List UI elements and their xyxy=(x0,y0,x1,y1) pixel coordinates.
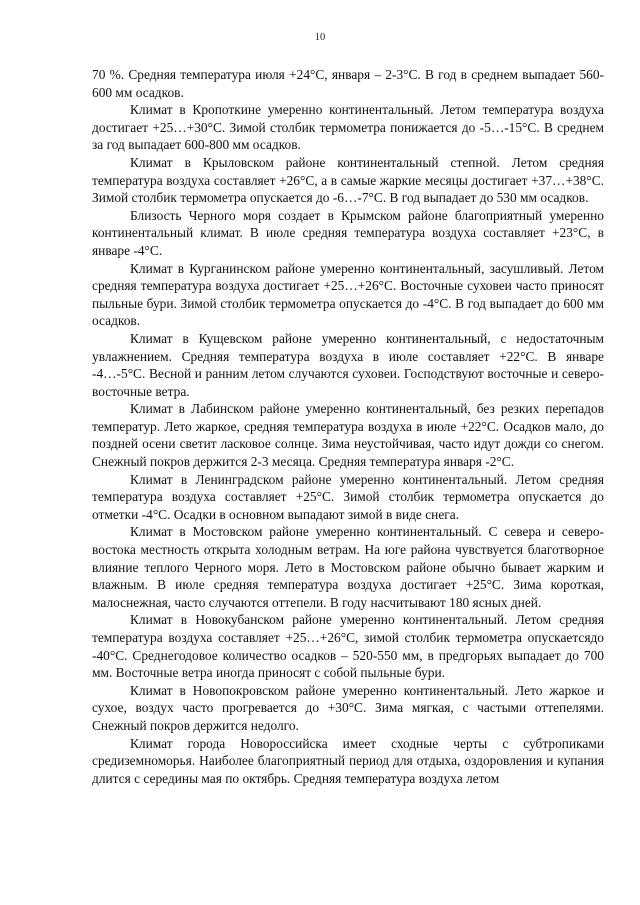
paragraph: Климат в Крыловском районе континентальный степной. Летом средняя температура воздуха составляет +26°С, а в самые жаркие месяцы достигает +37…+38°С. Зимой столбик термометра опускается до -6…-7°С. В год выпадает до 530 мм осадков. xyxy=(92,154,604,206)
paragraph: Климат в Кущевском районе умеренно континентальный, с недостаточным увлажнением. Средняя температура воздуха в июле составляет +22°С. В январе -4…-5°С. Весной и ранним летом случаются суховеи. Господствуют восточные и северо-восточные ветра. xyxy=(92,330,604,399)
paragraph: Климат в Мостовском районе умеренно континентальный. С севера и северо-востока местность открыта холодным ветрам. На юге района чувствуется благотворное влияние теплого Черного моря. Лето в Мостовском районе обычно бывает жарким и влажным. В июле средняя температура воздуха достигает +25°С. Зима короткая, малоснежная, часто случаются оттепели. В году насчитывают 180 ясных дней. xyxy=(92,524,604,610)
paragraph: Климат в Курганинском районе умеренно континентальный, засушливый. Летом средняя температура воздуха достигает +25…+26°С. Восточные суховеи часто приносят пыльные бури. Зимой столбик термометра опускается до -4°С. В год выпадает до 600 мм осадков. xyxy=(92,260,604,329)
paragraph: Климат в Новокубанском районе умеренно континентальный. Летом средняя температура воздуха составляет +25…+26°С, зимой столбик термометра опускаетсядо -40°С. Среднегодовое количество осадков – 520-550 мм, в предгорьях выпадает до 700 мм. Восточные ветра иногда приносят с собой пыльные бури. xyxy=(92,612,604,681)
paragraph: 70 %. Средняя температура июля +24°С, января – 2-3°С. В год в среднем выпадает 560-600 мм осадков. xyxy=(92,67,604,100)
paragraph: Климат в Лабинском районе умеренно континентальный, без резких перепадов температур. Лето жаркое, средняя температура воздуха в июле +22°С. Осадков мало, до поздней осени светит ласковое солнце. Зима неустойчивая, часто идут дожди со снегом. Снежный покров держится 2-3 месяца. Средняя температура января -2°С. xyxy=(92,401,604,470)
text-body xyxy=(92,66,604,787)
paragraph: Климат города Новороссийска имеет сходные черты с субтропиками средиземноморья. Наиболее благоприятный период для отдыха, оздоровления и купания длится с середины мая по октябрь. Средняя температура воздуха летом xyxy=(92,735,604,786)
paragraph: Климат в Новопокровском районе умеренно континентальный. Лето жаркое и сухое, воздух часто прогревается до +30°С. Зима мягкая, с частыми оттепелями. Снежный покров держится недолго. xyxy=(92,682,604,733)
paragraph: Климат в Кропоткине умеренно континентальный. Летом температура воздуха достигает +25…+30°С. Зимой столбик термометра понижается до -5…-15°С. В среднем за год выпадает 600-800 мм осадков. xyxy=(92,102,604,153)
paragraph: Климат в Ленинградском районе умеренно континентальный. Летом средняя температура воздуха составляет +25°С. Зимой столбик термометра опускается до отметки -4°С. Осадки в основном выпадают зимой в виде снега. xyxy=(92,471,604,522)
paragraph: Близость Черного моря создает в Крымском районе благоприятный умеренно континентальный климат. В июле средняя температура воздуха составляет +23°С, в январе -4°С. xyxy=(92,207,604,258)
page-number: 10 xyxy=(314,32,326,43)
